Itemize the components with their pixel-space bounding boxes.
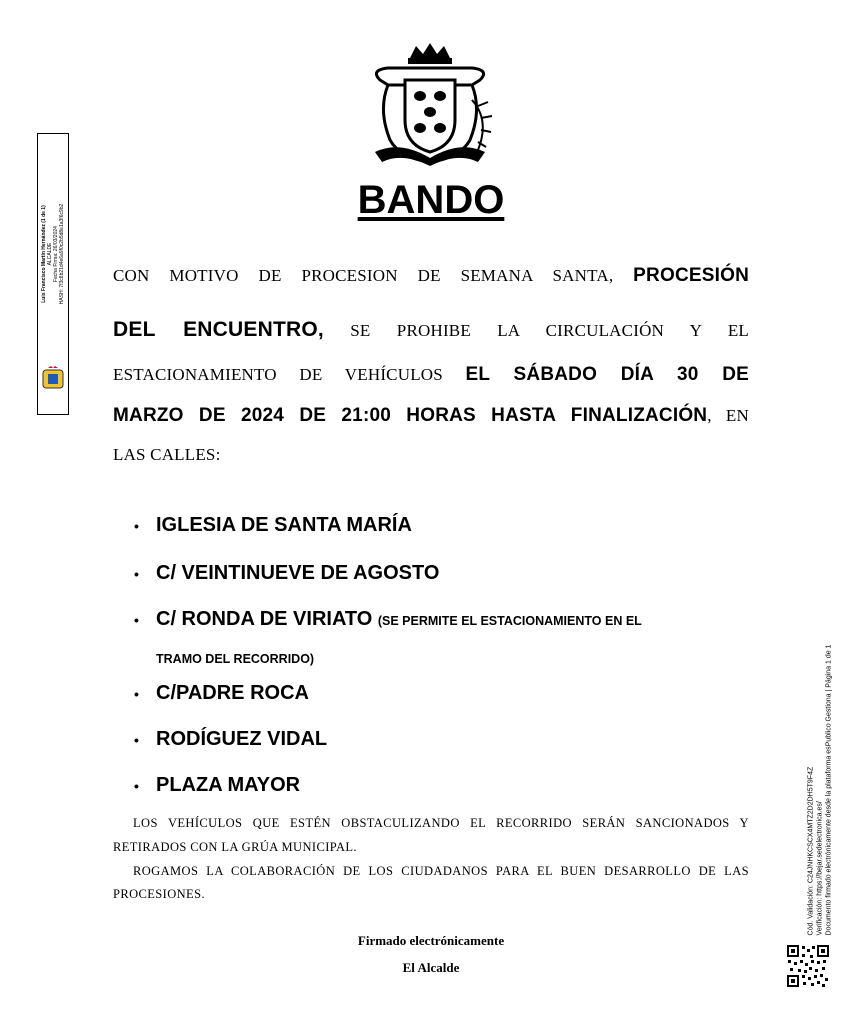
street-name: C/PADRE ROCA [156,682,309,704]
intro-line-5: LAS CALLES: [113,445,221,464]
validation-code: Cód. Validación: C24JNHKCSCX4MTZ2D2DH5T9F4Z [807,766,815,936]
signature-line: Firmado electrónicamente [357,933,505,948]
validation-text [800,640,840,940]
street-name: PLAZA MAYOR [156,774,301,796]
document-title: BANDO [357,178,505,222]
closing-p2-line1: ROGAMOS LA COLABORACIÓN DE LOS CIUDADANOS PARA EL BUEN DESARROLLO DE LAS [133,864,749,878]
intro-bold: PROCESIÓN [633,265,749,286]
list-item [134,608,642,631]
street-note-continued: TRAMO DEL RECORRIDO) [156,652,315,666]
list-item [134,728,327,751]
bullet-icon: • [134,611,139,628]
intro-text: , EN [707,406,749,425]
intro-line-1 [113,265,749,287]
closing-p1-line2: RETIRADOS CON LA GRÚA MUNICIPAL. [113,840,357,854]
strip-hash: HASH: 7f3c8b21d4e6a9f0c2b5d8e1a3f6c9b2 [59,203,65,305]
intro-bold: DEL ENCUENTRO, [113,318,324,341]
closing-p1-line1: LOS VEHÍCULOS QUE ESTÉN OBSTACULIZANDO EL RECORRIDO SERÁN SANCIONADOS Y [133,816,749,830]
coat-of-arms-icon [360,40,500,170]
validation-url: Verificación: https://bejar.sedelectronica.es/ [816,801,824,936]
bullet-icon: • [134,777,139,794]
bullet-icon: • [134,517,139,534]
street-name: RODÍGUEZ VIDAL [156,728,328,750]
signer-title: El Alcalde [402,960,460,975]
list-item [134,562,439,585]
strip-role: ALCALDE [47,242,53,266]
intro-line-2 [113,318,749,342]
street-name: IGLESIA DE SANTA MARÍA [156,514,412,536]
list-item [134,774,300,797]
intro-line-3 [113,364,749,386]
intro-bold: MARZO DE 2024 DE 21:00 HORAS HASTA FINALIZACIÓN [113,405,708,426]
bullet-icon: • [134,731,139,748]
bullet-icon: • [134,685,139,702]
street-name: C/ VEINTINUEVE DE AGOSTO [156,562,440,584]
intro-text: SE PROHIBE LA CIRCULACIÓN Y EL [323,321,750,340]
intro-line-4 [113,405,749,427]
list-item [134,682,309,705]
list-item [134,514,412,537]
street-note: (SE PERMITE EL ESTACIONAMIENTO EN EL [377,614,642,628]
intro-text: ESTACIONAMIENTO DE VEHÍCULOS [113,365,466,384]
strip-signer: Luis Francisco Martín Hernández (1 de 1) [41,205,47,303]
strip-date: Fecha Firma: 26/03/2024 [53,226,59,282]
municipal-seal-icon [40,365,66,391]
intro-bold: EL SÁBADO DÍA 30 DE [465,364,750,385]
validation-note: Documento firmado electrónicamente desde la plataforma esPublico Gestiona | Página 1 de 1 [825,644,833,936]
closing-p2-line2: PROCESIONES. [113,887,205,901]
intro-text: CON MOTIVO DE PROCESION DE SEMANA SANTA, [113,266,634,285]
bullet-icon: • [134,565,139,582]
qr-code-icon [786,944,830,988]
street-name: C/ RONDA DE VIRIATO [156,608,373,630]
